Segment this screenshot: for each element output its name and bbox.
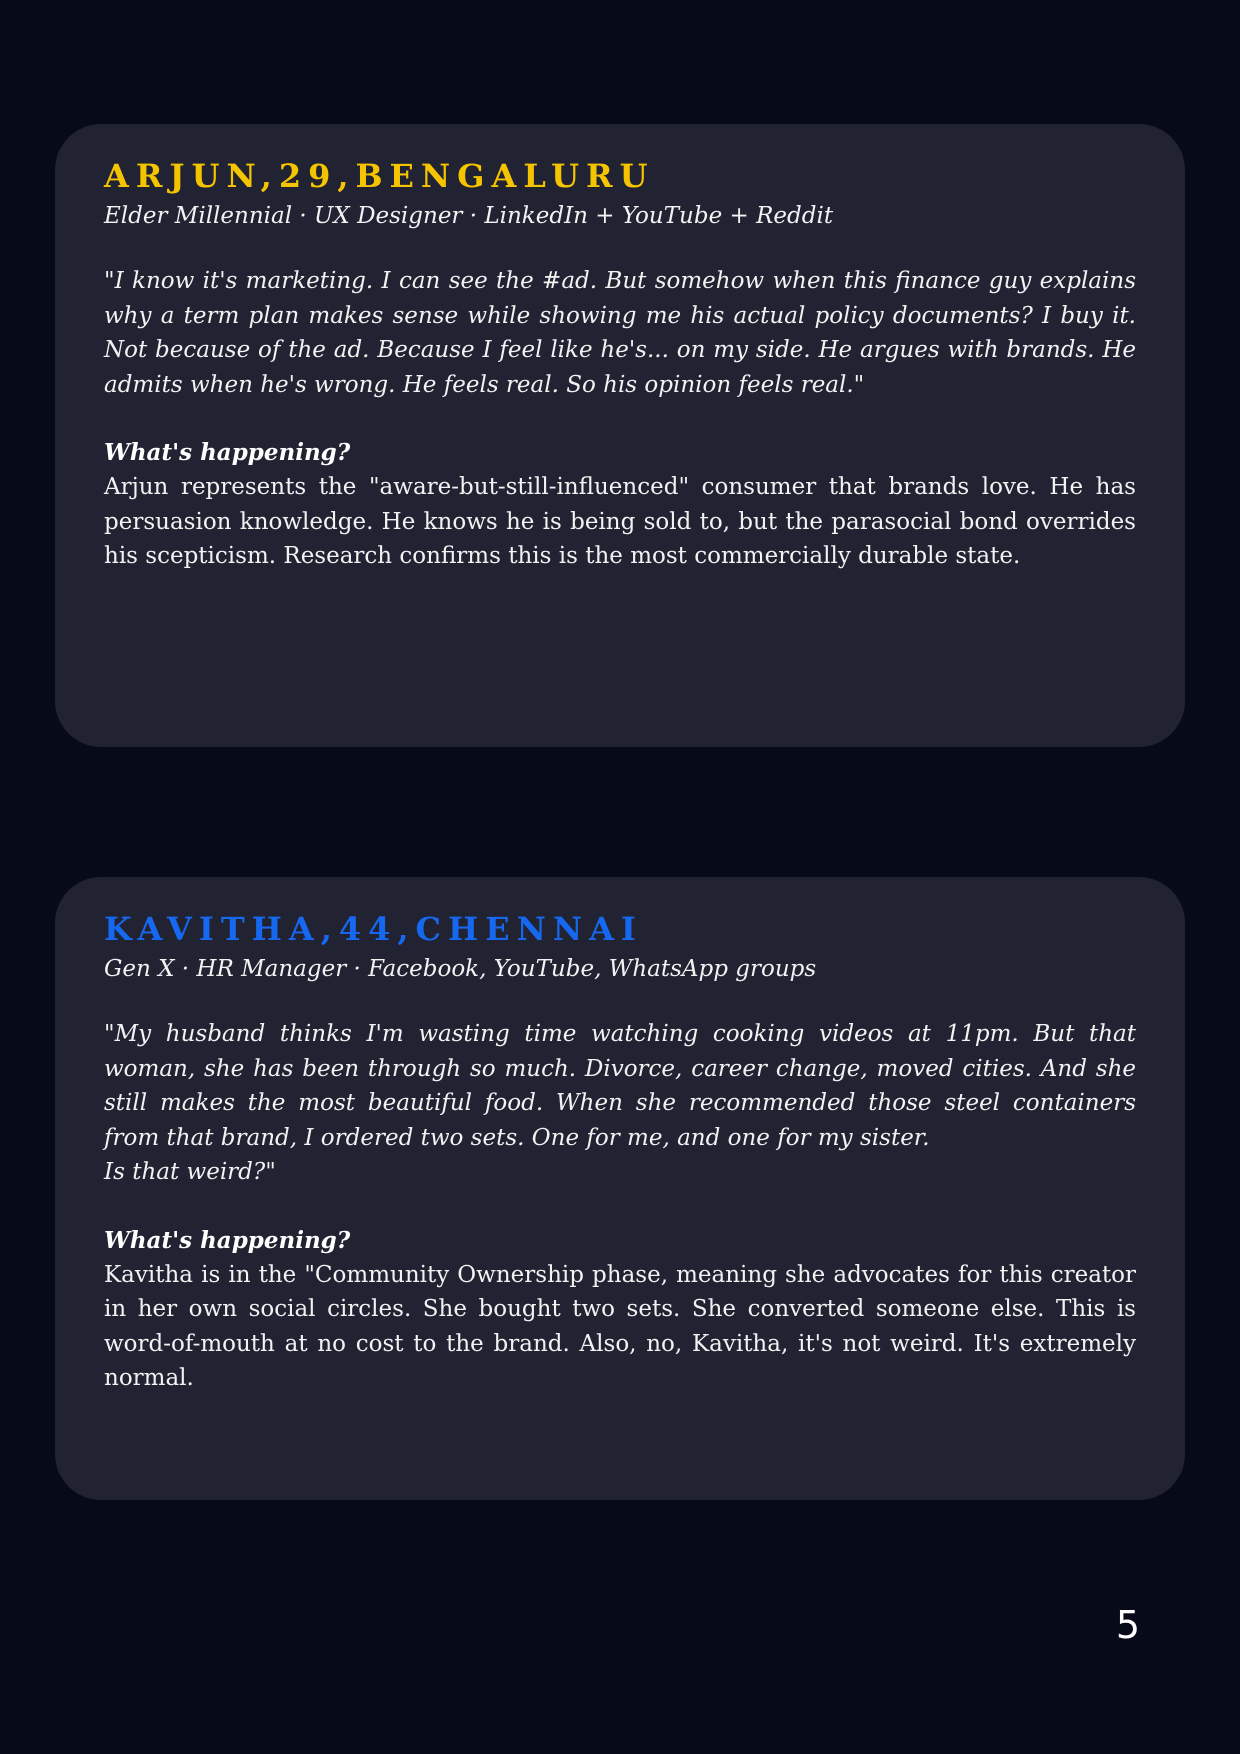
persona-card-arjun: [55, 124, 1185, 747]
persona-meta: Elder Millennial · UX Designer · LinkedIn + YouTube + Reddit: [104, 203, 834, 229]
persona-quote: [104, 1017, 1136, 1190]
analysis-body: Arjun represents the "aware-but-still-influenced" consumer that brands love. He has persuasion knowledge. He knows he is being sold to, but the parasocial bond overrides his scepticism. Research confirms this is the most commercially durable state.: [104, 474, 1136, 569]
persona-name: KAVITHA,44,CHENNAI: [104, 910, 643, 948]
persona-name: ARJUN,29,BENGALURU: [104, 157, 655, 195]
analysis-heading: What's happening?: [104, 1226, 351, 1254]
persona-meta: Gen X · HR Manager · Facebook, YouTube, WhatsApp groups: [104, 956, 817, 982]
persona-quote: [104, 264, 1136, 402]
analysis-heading: What's happening?: [104, 439, 351, 466]
analysis-body: Kavitha is in the "Community Ownership phase, meaning she advocates for this creator in her own social circles. She bought two sets. She converted someone else. This is word-of-mouth at no cost to the brand. Also, no, Kavitha, it's not weird. It's extremely normal.: [104, 1261, 1136, 1391]
quote-line: "I know it's marketing. I can see the #ad. But somehow when this finance guy explains why a term plan makes sense while showing me his actual policy documents? I buy it. Not because of the ad. Because I feel like he's... on my side. He argues with brands. He admits when he's wrong. He feels real. So his opinion feels real.": [104, 268, 1136, 398]
page-number: 5: [1115, 1603, 1140, 1647]
persona-card-kavitha: [55, 877, 1185, 1500]
quote-line: Is that weird?": [104, 1159, 276, 1185]
quote-line: "My husband thinks I'm wasting time watching cooking videos at 11pm. But that woman, she has been through so much. Divorce, career change, moved cities. And she still makes the most beautiful food. When she recommended those steel containers from that brand, I ordered two sets. One for me, and one for my sister.: [104, 1021, 1136, 1151]
